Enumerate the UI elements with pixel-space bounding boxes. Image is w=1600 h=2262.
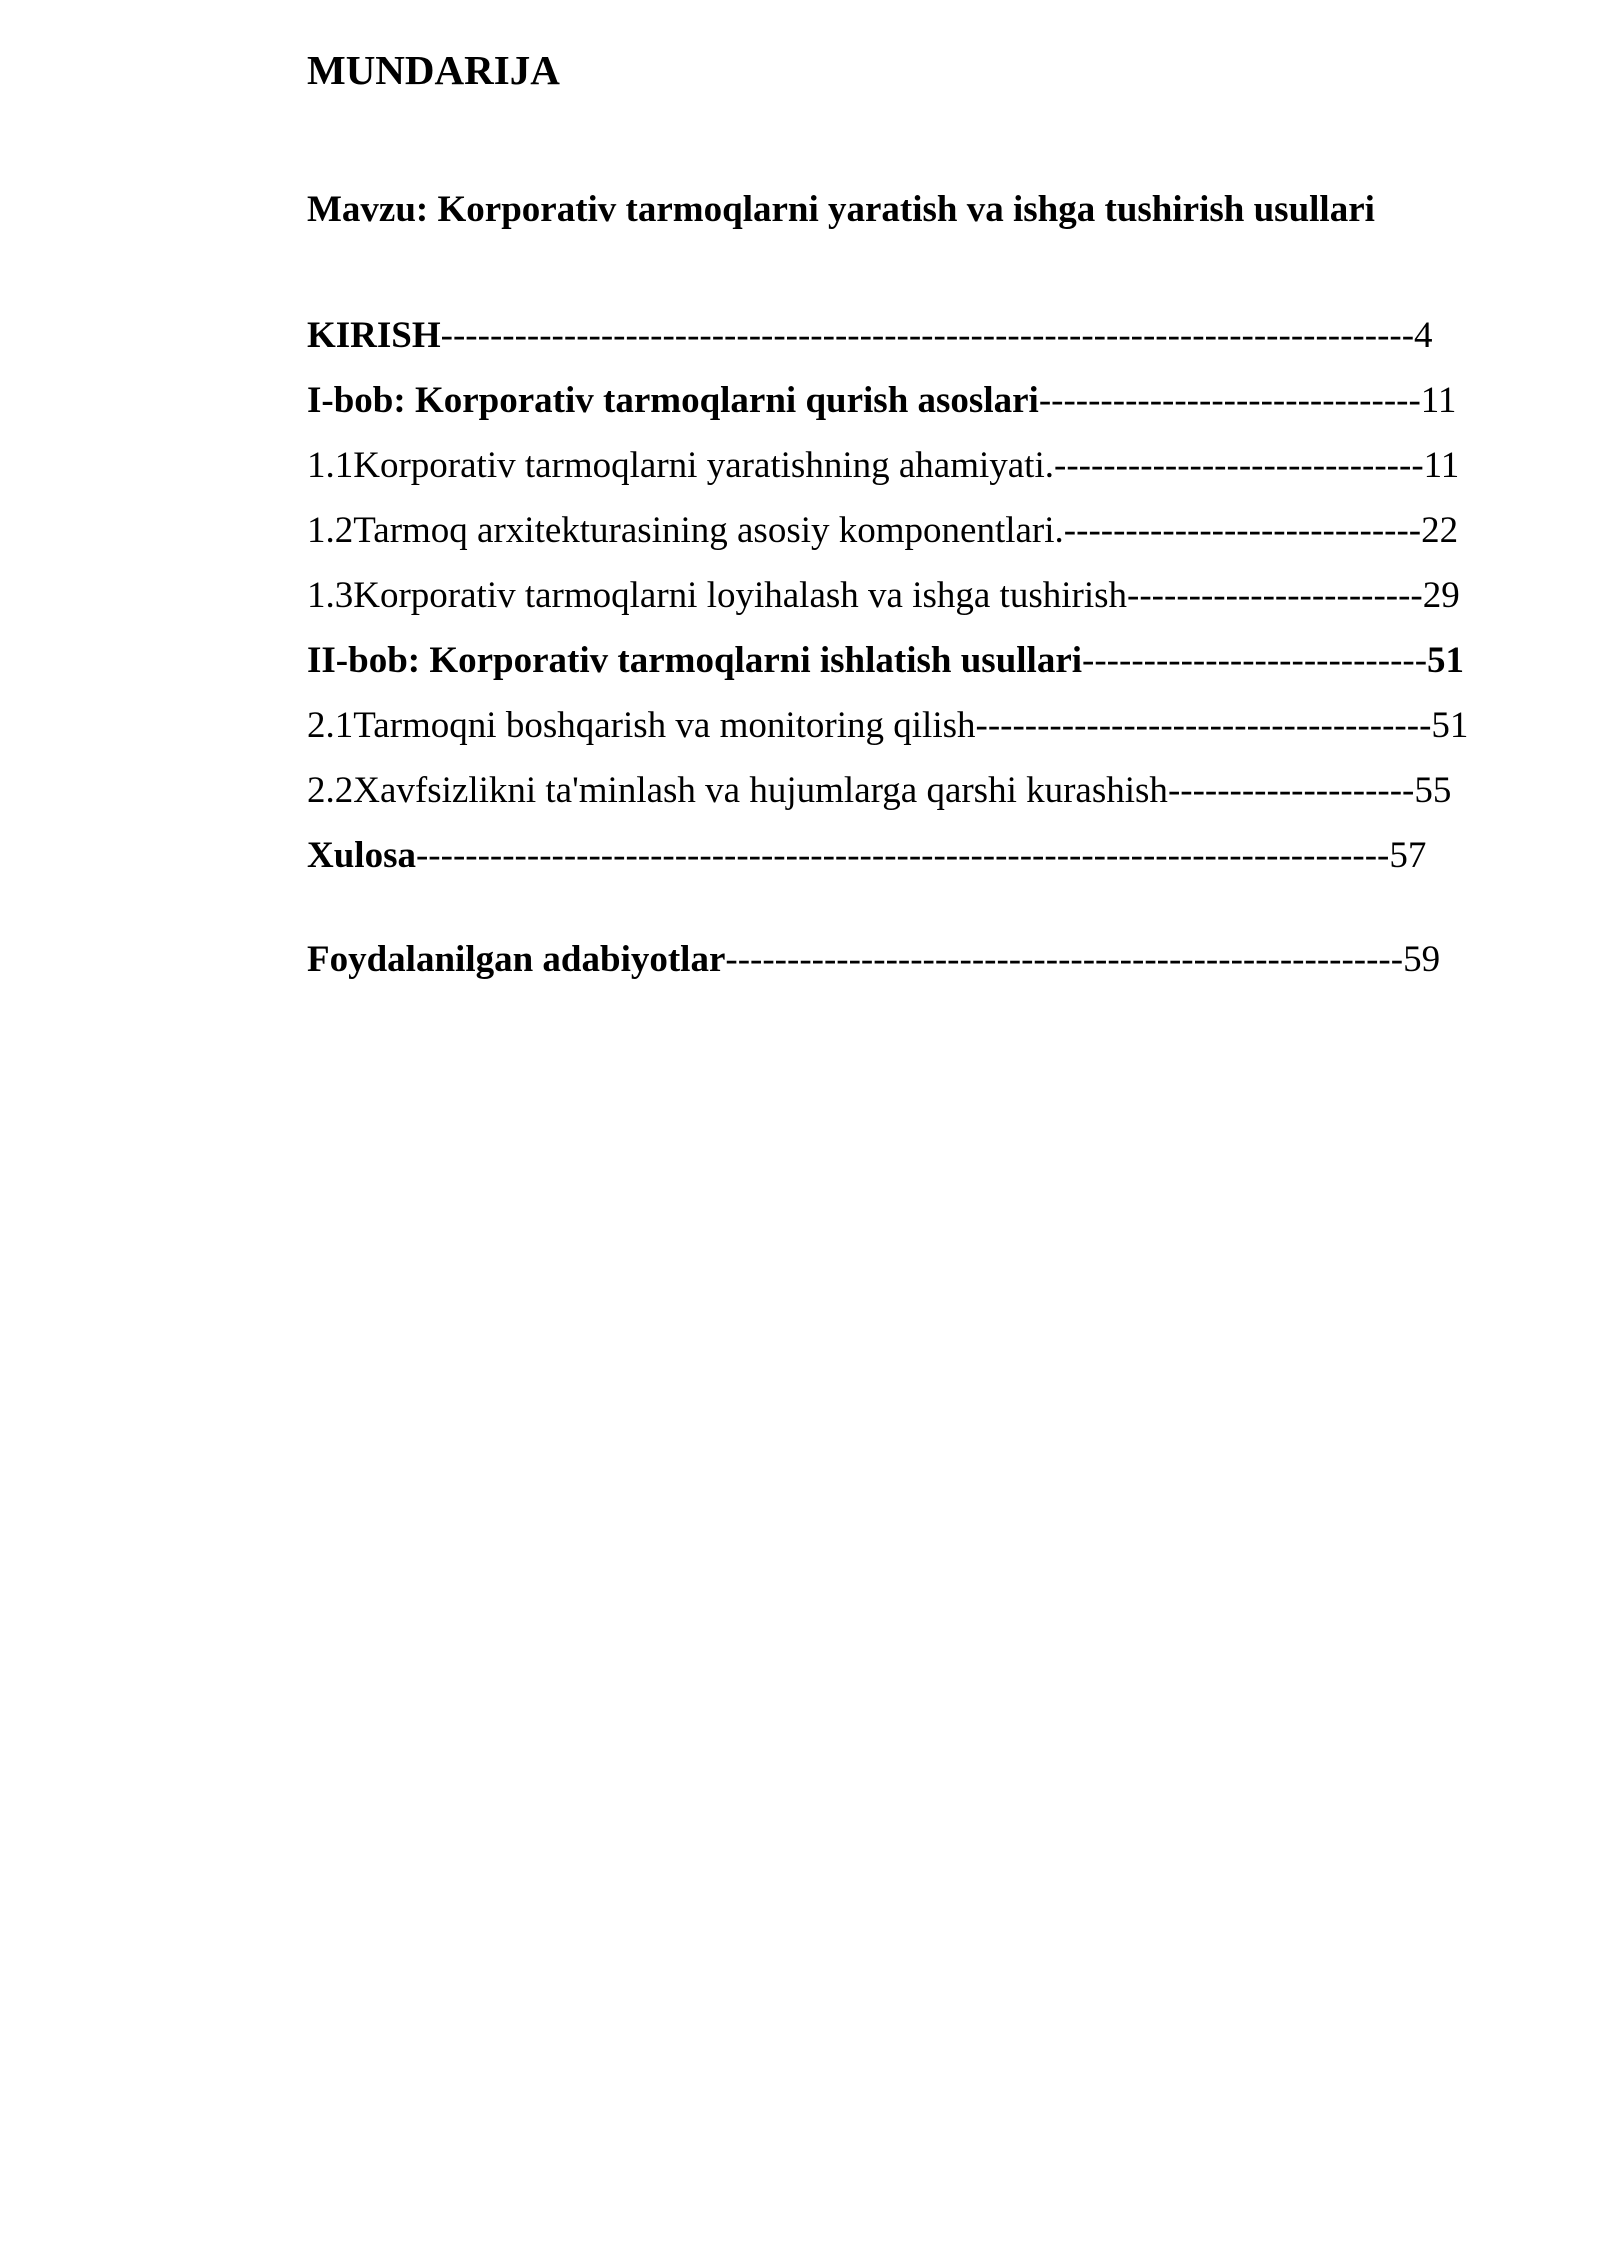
toc-entry-page: 57 — [1389, 835, 1427, 876]
toc-entry-leader: ---------------------------- — [1082, 640, 1428, 681]
toc-entry-section-1-1 — [307, 447, 1459, 484]
toc-entry-leader: ------------------------------------- — [975, 705, 1432, 746]
document-title: MUNDARIJA — [307, 47, 560, 93]
toc-entry-leader: ------------------------------- — [1038, 380, 1421, 421]
toc-entry-page: 51 — [1427, 640, 1465, 681]
toc-entry-page: 59 — [1403, 939, 1441, 980]
toc-entry-chapter-2 — [307, 642, 1464, 679]
toc-entry-page: 11 — [1423, 445, 1460, 486]
toc-entry-label: Foydalanilgan adabiyotlar — [307, 939, 726, 980]
toc-entry-page: 51 — [1431, 705, 1469, 746]
toc-entry-leader: ------------------------------ — [1054, 445, 1424, 486]
toc-entry-references — [307, 941, 1440, 978]
toc-entry-leader: ------------------------------------------------------- — [725, 939, 1404, 980]
toc-entry-kirish — [307, 317, 1433, 354]
toc-entry-leader: ----------------------------- — [1063, 510, 1422, 551]
toc-entry-page: 22 — [1421, 510, 1459, 551]
toc-entry-section-2-2 — [307, 772, 1451, 809]
toc-entry-label: I-bob: Korporativ tarmoqlarni qurish asoslari — [307, 380, 1039, 421]
toc-entry-label: Xulosa — [307, 835, 416, 876]
toc-entry-page: 29 — [1422, 575, 1460, 616]
toc-entry-page: 4 — [1414, 315, 1433, 356]
toc-entry-leader: -------------------- — [1167, 770, 1415, 811]
toc-entry-label: 1.1Korporativ tarmoqlarni yaratishning ahamiyati. — [307, 445, 1054, 486]
toc-entry-label: KIRISH — [307, 315, 441, 356]
toc-entry-label: 2.1Tarmoqni boshqarish va monitoring qilish — [307, 705, 976, 746]
toc-entry-label: 1.2Tarmoq arxitekturasining asosiy komponentlari. — [307, 510, 1064, 551]
document-topic: Mavzu: Korporativ tarmoqlarni yaratish va ishga tushirish usullari — [307, 189, 1375, 230]
toc-entry-conclusion — [307, 837, 1426, 874]
toc-entry-page: 55 — [1414, 770, 1452, 811]
toc-entry-section-1-3 — [307, 577, 1460, 614]
toc-entry-section-1-2 — [307, 512, 1458, 549]
toc-entry-section-2-1 — [307, 707, 1468, 744]
toc-entry-leader: ------------------------------------------------------------------------------- — [440, 315, 1415, 356]
toc-entry-label: 1.3Korporativ tarmoqlarni loyihalash va ishga tushirish — [307, 575, 1128, 616]
toc-entry-page: 11 — [1420, 380, 1457, 421]
toc-entry-label: II-bob: Korporativ tarmoqlarni ishlatish usullari — [307, 640, 1083, 681]
toc-entry-label: 2.2Xavfsizlikni ta'minlash va hujumlarga qarshi kurashish — [307, 770, 1168, 811]
toc-entry-chapter-1 — [307, 382, 1456, 419]
toc-entry-leader: ------------------------ — [1127, 575, 1423, 616]
toc-entry-leader: ------------------------------------------------------------------------------- — [415, 835, 1390, 876]
